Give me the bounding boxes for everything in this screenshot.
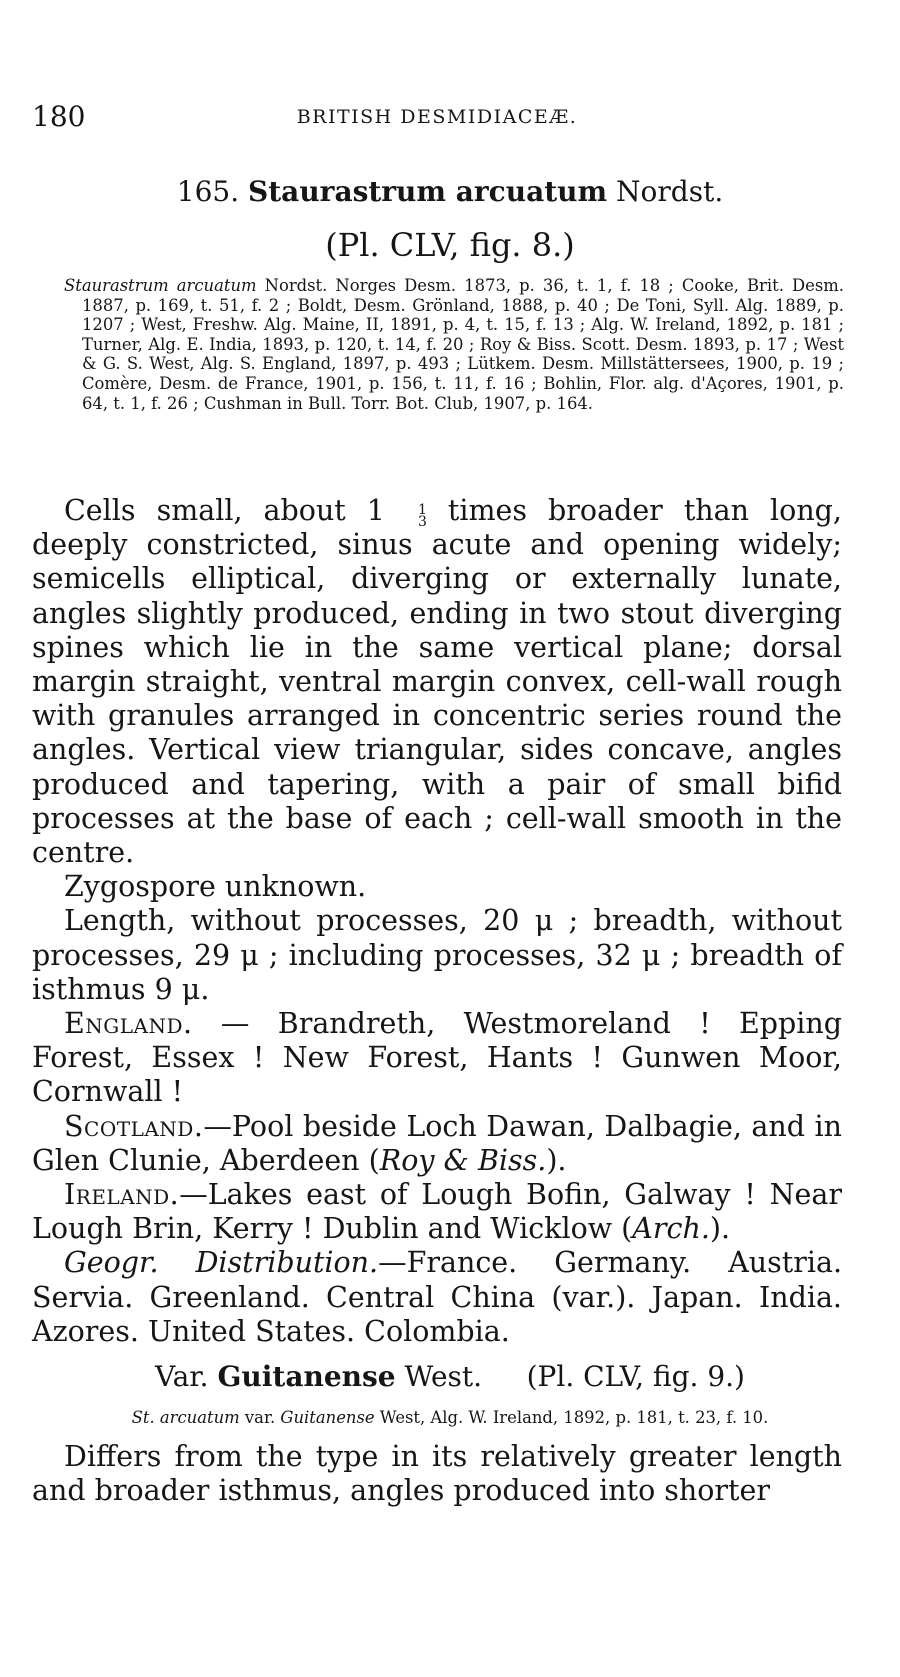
page-number: 180: [32, 100, 86, 133]
ireland-end: ).: [709, 1212, 731, 1246]
fraction: [386, 504, 427, 528]
ireland-label: Ireland.: [64, 1178, 180, 1212]
scotland-label: Scotland.: [64, 1109, 204, 1143]
scotland-citation: Roy & Biss.: [379, 1143, 547, 1177]
variety-prefix: Var.: [155, 1360, 209, 1393]
fraction-numerator: 1: [417, 502, 427, 518]
geogr-label: Geogr. Distribution.: [64, 1246, 379, 1280]
variety-ref-name: St. arcuatum: [131, 1408, 240, 1427]
variety-reference: [0, 1408, 900, 1427]
variety-ref-var: Guitanense: [280, 1408, 375, 1427]
plate-reference: (Pl. CLV, fig. 8.): [325, 226, 575, 264]
geogr-text: —France. Germany. Austria. Servia. Greenland. Central China (var.). Japan. India. Azores. United States. Colombia.: [32, 1246, 842, 1348]
species-name: Staurastrum arcuatum: [248, 175, 608, 208]
reference-list: Nordst. Norges Desm. 1873, p. 36, t. 1, f. 18 ; Cooke, Brit. Desm. 1887, p. 169, t. 51, f. 2 ; Boldt, Desm. Grönland, 1888, p. 40 ; De Toni, Syll. Alg. 1889, p. 1207 ; West, Freshw. Alg. Maine, II, 1891, p. 4, t. 15, f. 13 ; Alg. W. Ireland, 1892, p. 181 ; Turner, Alg. E. India, 1893, p. 120, t. 14, f. 20 ; Roy & Biss. Scott. Desm. 1893, p. 17 ; West & G. S. West, Alg. S. England, 1897, p. 493 ; Lütkem. Desm. Millstättersees, 1900, p. 19 ; Comère, Desm. de France, 1901, p. 156, t. 11, f. 16 ; Bohlin, Flor. alg. d'Açores, 1901, p. 64, t. 1, f. 26 ; Cushman in Bull. Torr. Bot. Club, 1907, p. 164.: [82, 276, 844, 413]
species-description: [32, 494, 842, 1349]
species-number: 165.: [176, 175, 240, 208]
variety-heading: [0, 1360, 900, 1393]
zygospore-paragraph: Zygospore unknown.: [64, 870, 367, 904]
dimensions-paragraph: Length, without processes, 20 μ ; breadth, without processes, 29 μ ; including processes, 32 μ ; breadth of isthmus 9 μ.: [32, 904, 842, 1006]
ireland-distribution: [32, 1178, 842, 1246]
description-paragraph: [32, 494, 842, 870]
running-title: BRITISH DESMIDIACEÆ.: [296, 106, 578, 128]
variety-ref-mid: var.: [239, 1408, 281, 1427]
page-header: [32, 100, 842, 140]
england-localities: — Brandreth, Westmoreland ! Epping Forest, Essex ! New Forest, Hants ! Gunwen Moor, Cornwall !: [32, 1007, 842, 1109]
fraction-denominator: 3: [417, 514, 427, 530]
variety-plate: (Pl. CLV, fig. 9.): [526, 1360, 745, 1393]
description-text-start: Cells small, about 1: [64, 494, 385, 527]
england-distribution: [32, 1007, 842, 1110]
scotland-localities: —Pool beside Loch Dawan, Dalbagie, and in Glen Clunie, Aberdeen (: [32, 1109, 842, 1177]
ireland-localities: —Lakes east of Lough Bofin, Galway ! Near Lough Brin, Kerry ! Dublin and Wicklow (: [32, 1178, 842, 1246]
species-heading: [0, 175, 900, 208]
variety-name: Guitanense: [217, 1360, 396, 1393]
reference-species-name: Staurastrum arcuatum: [64, 276, 257, 295]
variety-description: [32, 1440, 842, 1508]
england-label: England.: [64, 1007, 193, 1041]
scotland-end: ).: [546, 1143, 567, 1177]
variety-description-paragraph: Differs from the type in its relatively greater length and broader isthmus, angles produced into shorter: [32, 1440, 842, 1508]
description-text-rest: times broader than long, deeply constricted, sinus acute and opening widely; semicells elliptical, diverging or externally lunate, angles slightly produced, ending in two stout diverging spines which lie in the same vertical plane; dorsal margin straight, ventral margin convex, cell-wall rough with granules arranged in concentric series round the angles. Vertical view triangular, sides concave, angles produced and tapering, with a pair of small bifid processes at the base of each ; cell-wall smooth in the centre.: [32, 494, 842, 870]
ireland-citation: Arch.: [632, 1212, 710, 1246]
variety-author: West.: [404, 1360, 483, 1393]
scotland-distribution: [32, 1110, 842, 1178]
geographic-distribution: [32, 1246, 842, 1349]
species-author: Nordst.: [616, 175, 724, 208]
synonymy-references: [64, 276, 844, 413]
variety-ref-text: West, Alg. W. Ireland, 1892, p. 181, t. 23, f. 10.: [374, 1408, 769, 1427]
